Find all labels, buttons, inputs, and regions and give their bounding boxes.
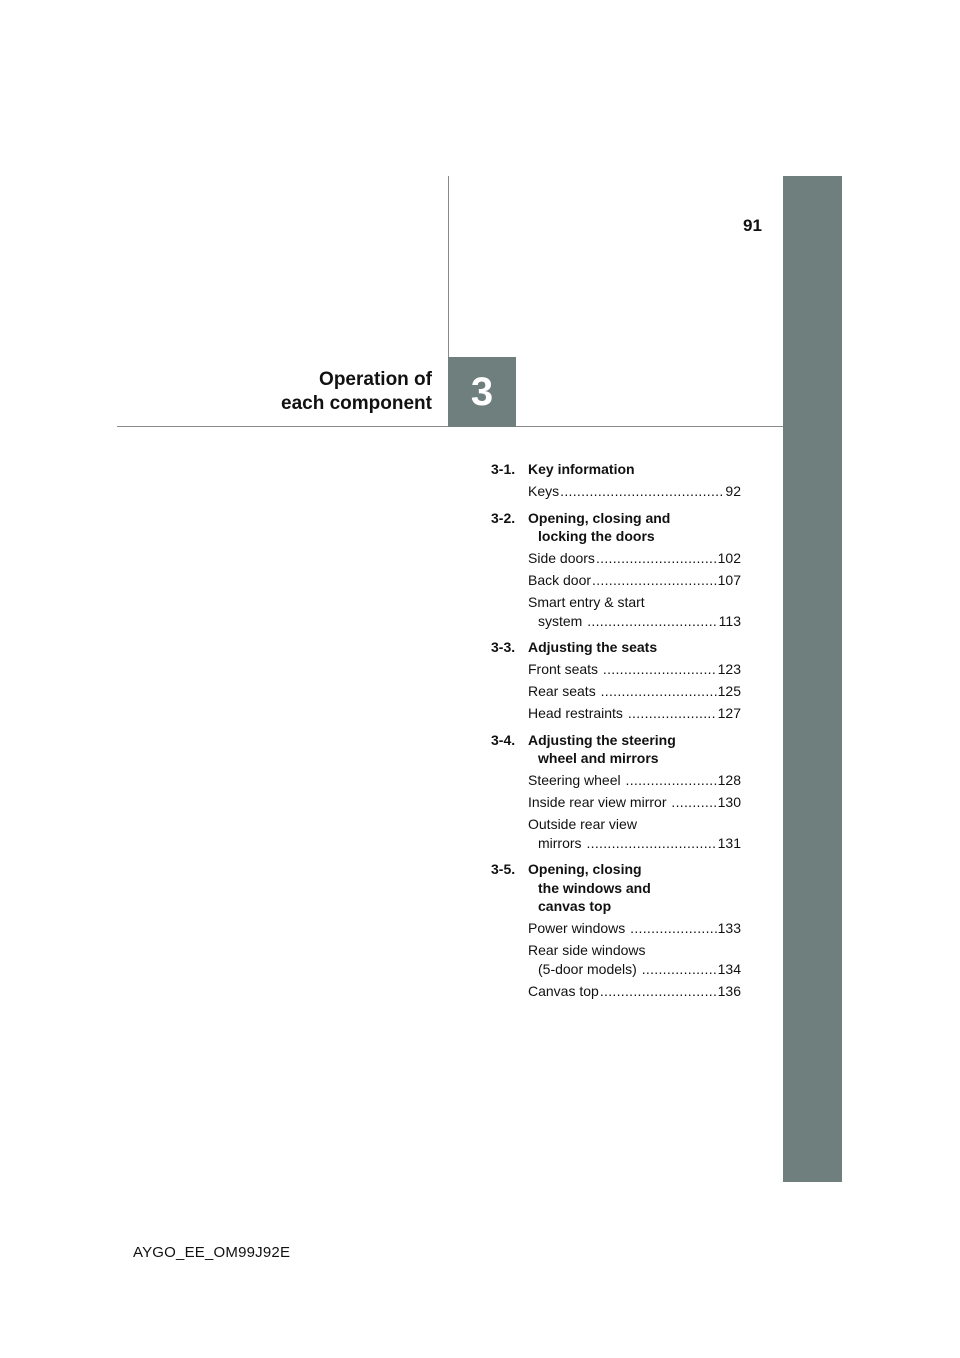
toc-entry-page: 133: [717, 920, 741, 936]
toc-entry[interactable]: [491, 919, 741, 938]
toc-dot-leader: [628, 704, 717, 723]
toc-entry-line: Outside rear view: [528, 816, 637, 832]
toc-entry[interactable]: [491, 660, 741, 679]
toc-entry-page: 130: [717, 794, 741, 810]
toc-section: [491, 731, 741, 768]
toc-entry-label: Rear seats: [528, 683, 600, 699]
toc-section-title-line: Key information: [528, 461, 635, 477]
page-number: 91: [743, 216, 762, 235]
toc-entry-label: Power windows: [528, 920, 630, 936]
toc-section-title-line: Adjusting the steering: [528, 731, 676, 748]
chapter-title-line-1: Operation of: [319, 369, 432, 390]
toc-section-title-line: locking the doors: [538, 528, 655, 544]
toc-section-number: 3-4.: [491, 731, 516, 748]
document-code: AYGO_EE_OM99J92E: [133, 1244, 291, 1261]
toc-entry[interactable]: [491, 982, 741, 1001]
toc-entry-page: 128: [717, 772, 741, 788]
toc-dot-leader: [600, 982, 717, 1001]
toc-entry-page: 136: [717, 982, 741, 999]
toc-section-number: 3-1.: [491, 461, 516, 477]
toc-section-title-line: Opening, closing and: [528, 509, 671, 526]
toc-dot-leader: [560, 482, 724, 501]
toc-entry[interactable]: [491, 704, 741, 723]
toc-entry[interactable]: [491, 793, 741, 812]
toc-entry[interactable]: [491, 549, 741, 568]
table-of-contents: [491, 460, 741, 1000]
chapter-title-line-2: each component: [281, 393, 432, 414]
toc-entry-label: Inside rear view mirror: [528, 794, 671, 810]
toc-dot-leader: [592, 571, 717, 590]
toc-entry[interactable]: [491, 682, 741, 701]
toc-section-title: [528, 509, 741, 546]
toc-section: [491, 460, 741, 479]
toc-section: [491, 860, 741, 916]
toc-entry-label: (5-door models): [538, 960, 641, 977]
toc-dot-leader: [587, 612, 717, 631]
toc-entry-page: 102: [717, 550, 741, 566]
toc-section-title-line: canvas top: [538, 898, 612, 914]
toc-section-title-line: Opening, closing: [528, 861, 642, 877]
toc-entry[interactable]: [491, 771, 741, 790]
toc-entry-page: 107: [717, 572, 741, 588]
toc-entry-page: 131: [717, 834, 741, 851]
toc-entry-label: Back door: [528, 572, 592, 588]
toc-dot-leader: [601, 682, 717, 701]
chapter-title: [281, 368, 432, 416]
toc-section-title-line: wheel and mirrors: [538, 750, 659, 766]
toc-entry-page: 113: [718, 612, 741, 629]
toc-section-number: 3-5.: [491, 861, 516, 877]
chapter-side-tab: [783, 176, 842, 1182]
toc-dot-leader: [642, 960, 717, 979]
toc-entry[interactable]: [491, 815, 741, 852]
toc-section-title: [528, 731, 741, 768]
toc-entry-label: Canvas top: [528, 982, 599, 999]
toc-entry-line: Smart entry & start: [528, 594, 645, 610]
toc-entry-label: Head restraints: [528, 705, 627, 721]
toc-dot-leader: [630, 919, 716, 938]
toc-dot-leader: [671, 793, 716, 812]
toc-entry-label: Steering wheel: [528, 772, 625, 788]
toc-entry[interactable]: [491, 482, 741, 501]
toc-entry-page: 92: [725, 483, 741, 499]
toc-section-title-line: Adjusting the seats: [528, 639, 658, 655]
toc-entry-page: 134: [717, 960, 741, 977]
toc-entry-line: Rear side windows: [528, 942, 646, 958]
chapter-number: 3: [470, 369, 494, 414]
toc-section-title: [528, 860, 741, 916]
toc-section-number: 3-2.: [491, 509, 516, 526]
chapter-number-box: [448, 357, 516, 427]
toc-section: [491, 509, 741, 546]
toc-section-number: 3-3.: [491, 639, 516, 655]
toc-entry[interactable]: [491, 941, 741, 978]
toc-dot-leader: [603, 660, 717, 679]
toc-section-title: [528, 460, 741, 479]
toc-section: [491, 638, 741, 657]
toc-entry-label: Side doors: [528, 550, 595, 566]
toc-entry-label: system: [538, 612, 587, 629]
toc-entry-page: 123: [717, 661, 741, 677]
toc-entry[interactable]: [491, 571, 741, 590]
toc-dot-leader: [596, 549, 717, 568]
toc-entry-label: Keys: [528, 483, 560, 499]
toc-entry-page: 127: [717, 705, 741, 721]
toc-dot-leader: [586, 834, 716, 853]
toc-dot-leader: [626, 771, 717, 790]
toc-entry-page: 125: [717, 683, 741, 699]
toc-section-title: [528, 638, 741, 657]
toc-section-title-line: the windows and: [538, 879, 651, 896]
toc-entry[interactable]: [491, 593, 741, 630]
toc-entry-label: Front seats: [528, 661, 602, 677]
toc-entry-label: mirrors: [538, 834, 586, 851]
